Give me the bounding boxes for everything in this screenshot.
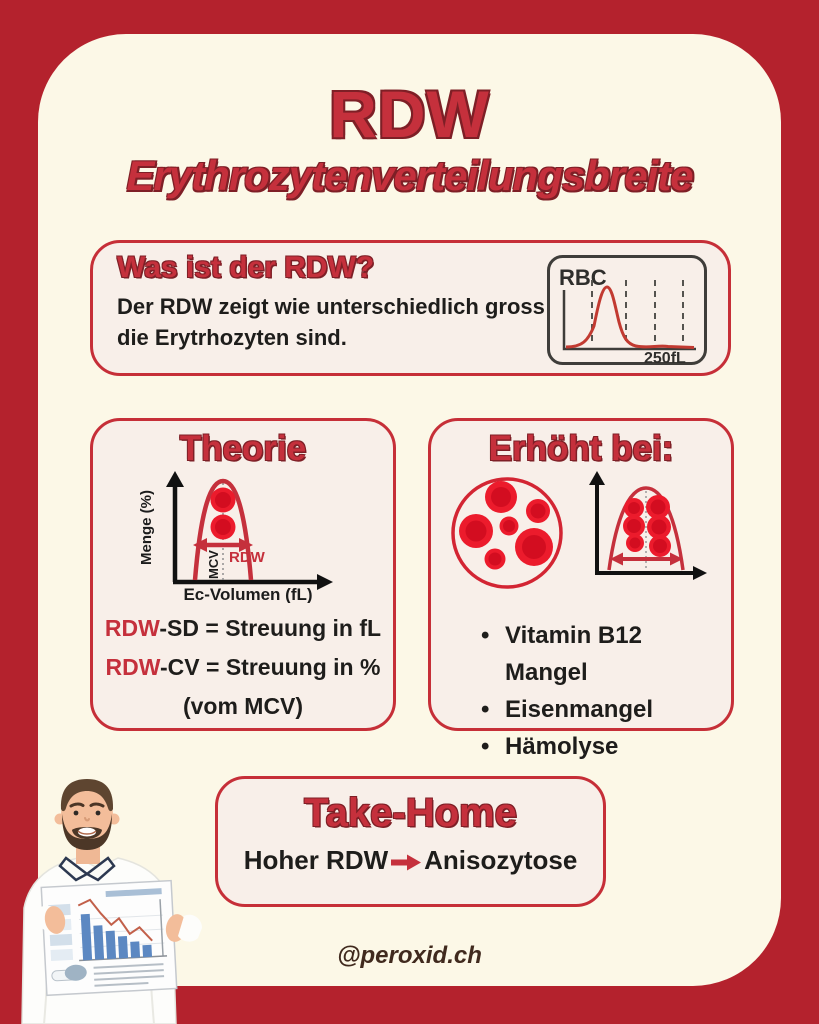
elevated-in-box: [428, 418, 734, 760]
what-box-heading: Was ist der RDW?: [117, 251, 375, 284]
statement-right: Anisozytose: [424, 845, 578, 875]
page-subtitle: Erythrozytenverteilungsbreite: [126, 152, 693, 199]
rdw-curve-diagram: [123, 467, 363, 603]
elevated-heading: Erhöht bei:: [488, 429, 674, 468]
what-is-rdw-box: [90, 240, 731, 376]
rbc-histogram-icon: [546, 254, 708, 366]
diagram-x-axis-label: Ec-Volumen (fL): [183, 585, 313, 603]
statement-left: Hoher RDW: [243, 845, 389, 875]
list-item: • Hämolyse: [477, 728, 731, 765]
anisocytosis-cells-diagram: [445, 467, 717, 597]
theory-box: [90, 418, 396, 731]
what-box-body-line1: Der RDW zeigt wie unterschiedlich gross: [117, 294, 545, 319]
what-box-body-line2: die Erytrhozyten sind.: [117, 325, 347, 350]
list-item: • Eisenmangel: [477, 691, 731, 728]
formula-cv-rest: -CV = Streuung in %: [160, 654, 381, 680]
formula-sd-highlight: RDW: [104, 615, 160, 641]
arrow-right-icon: [390, 854, 422, 871]
take-home-heading: Take-Home: [304, 791, 517, 835]
elevated-causes-list: [477, 617, 731, 765]
chart-paper-icon: [41, 881, 176, 996]
take-home-statement: [218, 845, 603, 876]
blood-cells-icon: [459, 481, 553, 570]
diagram-mcv-label: MCV: [206, 550, 221, 579]
list-item: • Vitamin B12 Mangel: [477, 617, 731, 691]
formula-rdw-cv: [93, 648, 393, 687]
formula-sd-rest: -SD = Streuung in fL: [159, 615, 382, 641]
doctor-presenter-illustration: [16, 772, 228, 1024]
formula-rdw-sd: [93, 609, 393, 648]
rbc-axis-max-label: 250fL: [644, 350, 686, 366]
what-box-body: [117, 291, 545, 353]
take-home-box: [215, 776, 606, 907]
theory-heading: Theorie: [179, 429, 307, 468]
theory-formulas: [93, 609, 393, 726]
page-title: RDW: [329, 77, 490, 151]
formula-cv-note: (vom MCV): [182, 693, 304, 719]
social-handle: @peroxid.ch: [337, 942, 482, 969]
rbc-label: RBC: [559, 265, 607, 290]
diagram-y-axis-label: Menge (%): [138, 490, 155, 565]
formula-cv-highlight: RDW: [105, 654, 161, 680]
diagram-rdw-label: RDW: [229, 549, 265, 566]
